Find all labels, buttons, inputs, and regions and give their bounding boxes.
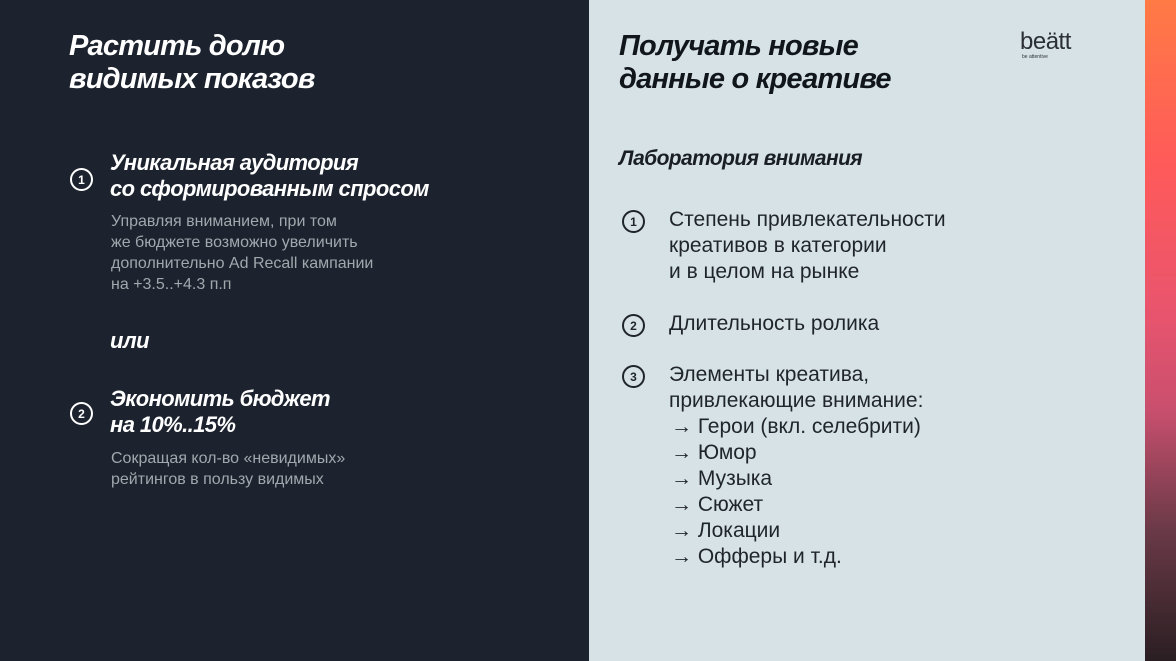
- left-title-line: Растить долю: [69, 30, 285, 62]
- list-item-line: и в целом на рынке: [669, 260, 860, 283]
- sub-list-item: → Герои (вкл. селебрити): [671, 415, 921, 438]
- desc-line: Управляя вниманием, при том: [111, 213, 337, 230]
- item-description: [111, 448, 345, 490]
- left-title: [69, 30, 315, 96]
- list-item-line: Длительность ролика: [669, 312, 880, 335]
- logo-tagline: be attentive: [1022, 54, 1048, 60]
- desc-line: же бюджете возможно увеличить: [111, 234, 358, 251]
- logo-wordmark: beätt: [1020, 28, 1071, 55]
- list-item-line: креативов в категории: [669, 234, 887, 257]
- sub-list-item: → Сюжет: [671, 493, 764, 516]
- right-title-line: Получать новые: [619, 30, 858, 62]
- list-item: [669, 207, 946, 285]
- list-item-line: Элементы креатива,: [669, 363, 870, 386]
- sub-list-item: → Офферы и т.д.: [671, 545, 842, 568]
- desc-line: дополнительно Ad Recall кампании: [111, 255, 374, 272]
- right-title: [619, 30, 891, 96]
- right-panel: [589, 0, 1145, 661]
- desc-line: рейтингов в пользу видимых: [111, 471, 324, 488]
- right-title-line: данные о креативе: [619, 63, 891, 95]
- item-heading: [110, 386, 330, 438]
- item-heading-line: на 10%..15%: [110, 412, 236, 437]
- lab-subheading: Лаборатория внимания: [619, 147, 863, 170]
- item-description: [111, 211, 373, 295]
- item-heading-line: со сформированным спросом: [110, 176, 429, 201]
- beatt-logo: [1020, 30, 1100, 68]
- sub-list: [669, 414, 923, 570]
- number-badge-2: 2: [622, 314, 645, 337]
- number-badge-1: 1: [622, 210, 645, 233]
- sub-list-item: → Юмор: [671, 441, 757, 464]
- list-item: [669, 362, 923, 570]
- list-item: [669, 311, 879, 337]
- list-item-line: Степень привлекательности: [669, 208, 946, 231]
- gradient-edge-strip: [1145, 0, 1176, 661]
- desc-line: на +3.5..+4.3 п.п: [111, 276, 232, 293]
- number-badge-2: 2: [70, 402, 93, 425]
- sub-list-item: → Локации: [671, 519, 781, 542]
- number-badge-3: 3: [622, 365, 645, 388]
- sub-list-item: → Музыка: [671, 467, 773, 490]
- or-separator: или: [110, 328, 150, 353]
- item-heading-line: Уникальная аудитория: [110, 150, 359, 175]
- item-heading: [110, 150, 429, 202]
- number-badge-1: 1: [70, 168, 93, 191]
- left-title-line: видимых показов: [69, 63, 315, 95]
- list-item-line: привлекающие внимание:: [669, 389, 924, 412]
- desc-line: Сокращая кол-во «невидимых»: [111, 450, 346, 467]
- item-heading-line: Экономить бюджет: [110, 386, 330, 411]
